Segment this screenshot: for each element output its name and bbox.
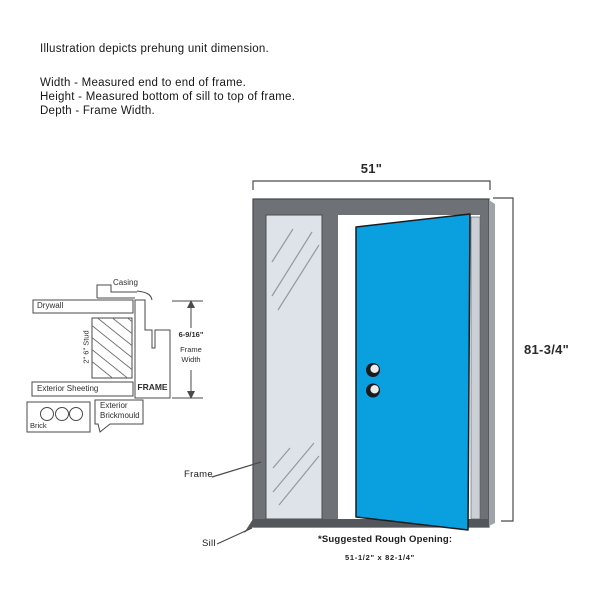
intro-line-1: Illustration depicts prehung unit dimension. bbox=[40, 43, 269, 55]
rough-opening-value: 51-1/2" x 82-1/4" bbox=[345, 553, 415, 562]
frame-right-bevel bbox=[489, 200, 495, 526]
intro-line-4: Depth - Frame Width. bbox=[40, 105, 155, 117]
stud-section bbox=[92, 318, 132, 378]
frame-callout-label: Frame bbox=[184, 469, 213, 480]
exterior-sheeting-label: Exterior Sheeting bbox=[37, 384, 99, 393]
sill-callout-label: Sill bbox=[202, 538, 216, 549]
casing-label: Casing bbox=[113, 278, 138, 287]
frame-width-value: 6-9/16" bbox=[178, 330, 204, 339]
brick-label: Brick bbox=[30, 421, 47, 430]
door-jamb-edge bbox=[471, 217, 480, 519]
frame-section-label: FRAME bbox=[137, 382, 168, 392]
sill-leader-line bbox=[217, 528, 252, 544]
frame-width-word2: Width bbox=[181, 355, 201, 364]
intro-line-3: Height - Measured bottom of sill to top of frame. bbox=[40, 91, 296, 103]
width-dimension-line bbox=[253, 181, 490, 190]
brickmould-label-line1: Exterior bbox=[100, 401, 128, 410]
height-dimension-line bbox=[493, 198, 513, 521]
width-dimension-label: 51" bbox=[360, 161, 383, 176]
stud-label: 2" 6" Stud bbox=[81, 330, 91, 364]
frame-width-word1: Frame bbox=[180, 345, 202, 354]
deadbolt-face bbox=[370, 365, 378, 373]
door-knob-face bbox=[370, 385, 378, 393]
intro-line-2: Width - Measured end to end of frame. bbox=[40, 77, 247, 89]
casing-leader-line bbox=[137, 291, 152, 300]
rough-opening-title: *Suggested Rough Opening: bbox=[318, 534, 453, 545]
height-dimension-label: 81-3/4" bbox=[524, 342, 570, 357]
brickmould-label-line2: Brickmould bbox=[100, 411, 140, 420]
door-unit-illustration bbox=[212, 181, 513, 544]
drywall-label: Drywall bbox=[37, 301, 64, 310]
